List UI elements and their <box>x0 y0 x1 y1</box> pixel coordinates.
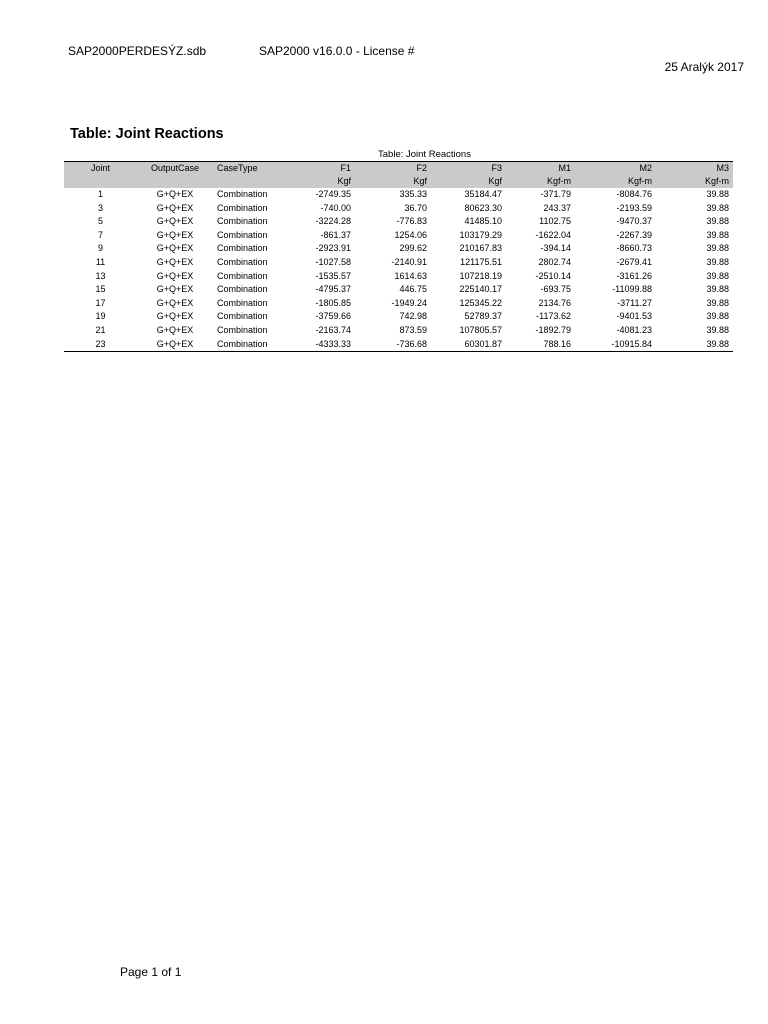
table-cell: -776.83 <box>396 216 427 227</box>
table-cell: -1173.62 <box>536 311 571 322</box>
table-cell: -2140.91 <box>391 256 427 267</box>
column-header: F2 <box>355 162 431 176</box>
table-cell: 52789.37 <box>464 311 502 322</box>
table-cell: -3759.66 <box>315 311 351 322</box>
table-cell: 36.70 <box>404 202 427 213</box>
table-row <box>64 338 733 352</box>
table-cell: 21 <box>95 324 106 335</box>
table-cell: 210167.83 <box>459 243 502 254</box>
table-row <box>64 215 733 229</box>
table-cell: 335.33 <box>399 189 427 199</box>
table-cell: G+Q+EX <box>156 311 194 322</box>
joint-reactions-table <box>64 161 733 352</box>
column-unit <box>213 175 289 188</box>
column-header: Joint <box>64 162 137 176</box>
table-cell: -11099.88 <box>612 284 652 295</box>
table-cell: Combination <box>217 189 268 199</box>
table-cell: Combination <box>217 216 268 227</box>
table-cell: -2923.91 <box>315 243 351 254</box>
table-cell: -1892.79 <box>535 324 571 335</box>
column-unit: Kgf-m <box>656 175 733 188</box>
table-cell: -2510.14 <box>535 270 571 281</box>
table-cell: G+Q+EX <box>156 284 194 295</box>
table-cell: Combination <box>217 270 268 281</box>
table-cell: 19 <box>95 311 106 322</box>
column-unit <box>137 175 213 188</box>
header-filename: SAP2000PERDESÝZ.sdb <box>68 44 207 58</box>
table-row <box>64 297 733 311</box>
column-unit: Kgf <box>289 175 355 188</box>
table-units-row <box>64 175 733 188</box>
table-cell: 39.88 <box>706 256 729 267</box>
header-version: SAP2000 v16.0.0 - License # <box>259 44 415 58</box>
table-cell: -3224.28 <box>315 216 351 227</box>
table-cell: 17 <box>95 297 106 308</box>
table-cell: 5 <box>97 216 103 227</box>
table-cell: 35184.47 <box>464 189 502 199</box>
table-cell: Combination <box>217 202 268 213</box>
table-cell: -736.68 <box>355 338 431 352</box>
table-cell: Combination <box>217 243 268 254</box>
table-cell: -394.14 <box>540 243 571 254</box>
table-cell: 41485.10 <box>464 216 502 227</box>
table-cell: -2267.39 <box>616 229 652 240</box>
table-cell: 225140.17 <box>459 284 502 295</box>
table-cell: 39.88 <box>706 202 729 213</box>
table-cell: -9470.37 <box>616 216 652 227</box>
table-cell: 742.98 <box>399 311 427 322</box>
header-date: 25 Aralýk 2017 <box>664 60 744 74</box>
table-cell: Combination <box>217 311 268 322</box>
table-cell: 11 <box>95 256 106 267</box>
table-cell: G+Q+EX <box>156 270 194 281</box>
table-cell: 125345.22 <box>459 297 502 308</box>
table-cell: -1805.85 <box>315 297 351 308</box>
table-row <box>64 188 733 202</box>
table-cell: -2193.59 <box>616 202 652 213</box>
table-cell: -10915.84 <box>575 338 656 352</box>
table-cell: G+Q+EX <box>156 229 194 240</box>
table-cell: 13 <box>95 270 106 281</box>
column-header: CaseType <box>213 162 289 176</box>
table-cell: 39.88 <box>706 216 729 227</box>
table-cell: Combination <box>217 229 268 240</box>
table-cell: -740.00 <box>320 202 351 213</box>
table-cell: -1622.04 <box>535 229 571 240</box>
table-cell: 1102.75 <box>539 216 571 227</box>
table-cell: G+Q+EX <box>156 297 194 308</box>
table-cell: 107805.57 <box>459 324 502 335</box>
column-header: F1 <box>289 162 355 176</box>
table-cell: Combination <box>213 338 289 352</box>
table-cell: G+Q+EX <box>156 256 194 267</box>
table-cell: -2163.74 <box>315 324 351 335</box>
table-cell: 60301.87 <box>431 338 506 352</box>
joint-reactions-table-container <box>64 148 733 352</box>
table-cell: -3711.27 <box>617 297 652 308</box>
table-body <box>64 188 733 352</box>
table-cell: 9 <box>97 243 103 254</box>
column-header: M2 <box>575 162 656 176</box>
table-row <box>64 310 733 324</box>
table-cell: -8660.73 <box>616 243 652 254</box>
table-row <box>64 242 733 256</box>
table-cell: G+Q+EX <box>156 243 194 254</box>
table-header-row <box>64 162 733 176</box>
table-cell: G+Q+EX <box>156 216 194 227</box>
table-cell: 7 <box>97 229 103 240</box>
table-cell: 39.88 <box>706 270 729 281</box>
table-cell: Combination <box>217 256 268 267</box>
table-row <box>64 270 733 284</box>
column-unit: Kgf-m <box>575 175 656 188</box>
table-cell: 107218.19 <box>459 270 502 281</box>
table-cell: 39.88 <box>706 189 729 199</box>
table-row <box>64 283 733 297</box>
column-unit <box>64 175 137 188</box>
table-cell: 15 <box>95 284 106 295</box>
table-cell: -3161.26 <box>616 270 652 281</box>
table-cell: 39.88 <box>706 297 729 308</box>
table-row <box>64 229 733 243</box>
table-cell: -2749.35 <box>315 189 351 199</box>
table-cell: 3 <box>97 202 103 213</box>
table-cell: -1027.58 <box>315 256 351 267</box>
table-cell: 103179.29 <box>459 229 502 240</box>
table-cell: -9401.53 <box>616 311 652 322</box>
table-cell: G+Q+EX <box>137 338 213 352</box>
table-cell: G+Q+EX <box>156 189 194 199</box>
table-cell: -4081.23 <box>616 324 652 335</box>
table-cell: Combination <box>217 297 268 308</box>
table-cell: 873.59 <box>399 324 427 335</box>
column-unit: Kgf <box>355 175 431 188</box>
table-cell: -1535.57 <box>315 270 351 281</box>
table-caption: Table: Joint Reactions <box>378 149 471 160</box>
table-row <box>64 256 733 270</box>
table-cell: 121175.51 <box>460 256 502 267</box>
table-cell: -8084.76 <box>616 189 652 199</box>
table-cell: 39.88 <box>706 324 729 335</box>
table-row <box>64 202 733 216</box>
table-cell: -861.37 <box>320 229 351 240</box>
table-cell: 1614.63 <box>394 270 427 281</box>
table-cell: -371.79 <box>540 189 571 199</box>
table-row <box>64 324 733 338</box>
table-cell: 1 <box>97 189 103 199</box>
column-unit: Kgf <box>431 175 506 188</box>
table-cell: G+Q+EX <box>156 202 194 213</box>
column-header: OutputCase <box>137 162 213 176</box>
table-cell: 23 <box>64 338 137 352</box>
table-cell: -1949.24 <box>391 297 427 308</box>
document-title: Table: Joint Reactions <box>70 126 224 142</box>
column-header: M1 <box>506 162 575 176</box>
column-header: F3 <box>431 162 506 176</box>
column-unit: Kgf-m <box>506 175 575 188</box>
table-cell: -4795.37 <box>315 284 351 295</box>
table-cell: 1254.06 <box>394 229 427 240</box>
table-cell: 39.88 <box>706 311 729 322</box>
page-number: Page 1 of 1 <box>120 965 182 979</box>
table-cell: 2802.74 <box>538 256 571 267</box>
table-cell: 243.37 <box>543 202 571 213</box>
table-cell: -693.75 <box>540 284 571 295</box>
table-cell: 39.88 <box>656 338 733 352</box>
table-cell: 39.88 <box>706 243 729 254</box>
table-cell: Combination <box>217 324 268 335</box>
table-cell: 80623.30 <box>464 202 502 213</box>
table-cell: G+Q+EX <box>156 324 194 335</box>
table-cell: -4333.33 <box>289 338 355 352</box>
table-cell: Combination <box>217 284 268 295</box>
table-cell: 446.75 <box>399 284 427 295</box>
table-cell: 299.62 <box>399 243 427 254</box>
column-header: M3 <box>656 162 733 176</box>
table-cell: 39.88 <box>706 229 729 240</box>
table-cell: 39.88 <box>706 284 729 295</box>
table-cell: -2679.41 <box>616 256 652 267</box>
table-cell: 788.16 <box>506 338 575 352</box>
table-cell: 2134.76 <box>538 297 571 308</box>
